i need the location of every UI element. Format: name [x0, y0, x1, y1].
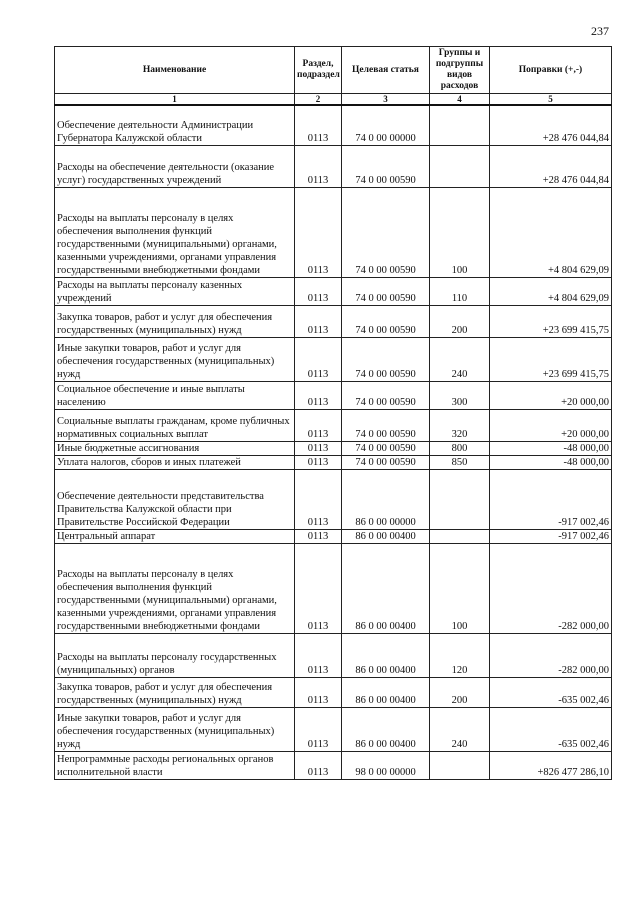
row-group	[430, 751, 490, 779]
header-section: Раздел, подраздел	[295, 47, 342, 94]
table-row	[55, 305, 612, 337]
row-amount: -282 000,00	[490, 543, 612, 633]
row-section: 0113	[295, 543, 342, 633]
row-section: 0113	[295, 469, 342, 529]
row-amount: -48 000,00	[490, 455, 612, 469]
row-group	[430, 105, 490, 145]
row-section: 0113	[295, 187, 342, 277]
row-group: 200	[430, 305, 490, 337]
row-name: Непрограммные расходы региональных органов исполнительной власти	[55, 751, 295, 779]
row-section: 0113	[295, 529, 342, 543]
row-group: 800	[430, 441, 490, 455]
budget-amendments-table	[54, 46, 612, 780]
page-number: 237	[591, 24, 609, 38]
row-amount: +20 000,00	[490, 381, 612, 409]
header-target: Целевая статья	[342, 47, 430, 94]
header-amendments: Поправки (+,-)	[490, 47, 612, 94]
row-section: 0113	[295, 707, 342, 751]
table-row	[55, 187, 612, 277]
row-section: 0113	[295, 455, 342, 469]
row-target: 74 0 00 00590	[342, 455, 430, 469]
row-name: Уплата налогов, сборов и иных платежей	[55, 455, 295, 469]
table-row	[55, 751, 612, 779]
row-name: Расходы на выплаты персоналу государственных (муниципальных) органов	[55, 633, 295, 677]
row-name: Закупка товаров, работ и услуг для обеспечения государственных (муниципальных) нужд	[55, 677, 295, 707]
column-number: 4	[430, 94, 490, 106]
row-amount: +23 699 415,75	[490, 305, 612, 337]
row-group	[430, 145, 490, 187]
row-name: Социальное обеспечение и иные выплаты населению	[55, 381, 295, 409]
row-group: 240	[430, 337, 490, 381]
table-row	[55, 469, 612, 529]
row-name: Расходы на выплаты персоналу в целях обеспечения выполнения функций государственными (муниципальными) органами, казенными учреждениями, органами управления государственными внебюджетными фондами	[55, 543, 295, 633]
row-group: 850	[430, 455, 490, 469]
row-section: 0113	[295, 337, 342, 381]
row-amount: -48 000,00	[490, 441, 612, 455]
row-section: 0113	[295, 381, 342, 409]
row-target: 74 0 00 00590	[342, 337, 430, 381]
row-name: Обеспечение деятельности Администрации Губернатора Калужской области	[55, 105, 295, 145]
row-target: 86 0 00 00400	[342, 543, 430, 633]
row-section: 0113	[295, 145, 342, 187]
row-name: Обеспечение деятельности представительства Правительства Калужской области при Правительстве Российской Федерации	[55, 469, 295, 529]
row-name: Закупка товаров, работ и услуг для обеспечения государственных (муниципальных) нужд	[55, 305, 295, 337]
row-name: Расходы на выплаты персоналу казенных учреждений	[55, 277, 295, 305]
row-amount: +23 699 415,75	[490, 337, 612, 381]
table-body	[55, 105, 612, 779]
row-target: 86 0 00 00400	[342, 633, 430, 677]
row-amount: +4 804 629,09	[490, 277, 612, 305]
row-amount: -635 002,46	[490, 677, 612, 707]
row-target: 74 0 00 00590	[342, 409, 430, 441]
row-amount: +28 476 044,84	[490, 145, 612, 187]
table-row	[55, 707, 612, 751]
table-header-row	[55, 47, 612, 94]
row-group: 110	[430, 277, 490, 305]
row-amount: +28 476 044,84	[490, 105, 612, 145]
row-amount: -635 002,46	[490, 707, 612, 751]
row-target: 86 0 00 00400	[342, 529, 430, 543]
row-group	[430, 529, 490, 543]
table-row	[55, 529, 612, 543]
header-name: Наименование	[55, 47, 295, 94]
table-row	[55, 543, 612, 633]
table-row	[55, 633, 612, 677]
table-row	[55, 337, 612, 381]
row-amount: -917 002,46	[490, 529, 612, 543]
row-section: 0113	[295, 751, 342, 779]
column-number: 5	[490, 94, 612, 106]
header-groups: Группы и подгруппы видов расходов	[430, 47, 490, 94]
row-target: 86 0 00 00400	[342, 677, 430, 707]
row-group: 240	[430, 707, 490, 751]
row-name: Расходы на обеспечение деятельности (оказание услуг) государственных учреждений	[55, 145, 295, 187]
table-row	[55, 677, 612, 707]
row-amount: -282 000,00	[490, 633, 612, 677]
row-target: 74 0 00 00590	[342, 381, 430, 409]
row-amount: +20 000,00	[490, 409, 612, 441]
table-row	[55, 145, 612, 187]
row-target: 74 0 00 00590	[342, 145, 430, 187]
table-row	[55, 441, 612, 455]
row-name: Иные бюджетные ассигнования	[55, 441, 295, 455]
column-number-row	[55, 94, 612, 106]
row-section: 0113	[295, 441, 342, 455]
row-section: 0113	[295, 677, 342, 707]
row-target: 86 0 00 00400	[342, 707, 430, 751]
row-name: Иные закупки товаров, работ и услуг для обеспечения государственных (муниципальных) нужд	[55, 337, 295, 381]
row-name: Иные закупки товаров, работ и услуг для обеспечения государственных (муниципальных) нужд	[55, 707, 295, 751]
row-group: 320	[430, 409, 490, 441]
row-target: 74 0 00 00000	[342, 105, 430, 145]
row-target: 86 0 00 00000	[342, 469, 430, 529]
row-target: 98 0 00 00000	[342, 751, 430, 779]
row-section: 0113	[295, 105, 342, 145]
table-row	[55, 409, 612, 441]
row-amount: +4 804 629,09	[490, 187, 612, 277]
table-row	[55, 455, 612, 469]
table-row	[55, 277, 612, 305]
row-target: 74 0 00 00590	[342, 305, 430, 337]
row-group: 100	[430, 543, 490, 633]
row-section: 0113	[295, 409, 342, 441]
column-number: 1	[55, 94, 295, 106]
row-section: 0113	[295, 305, 342, 337]
column-number: 2	[295, 94, 342, 106]
row-amount: -917 002,46	[490, 469, 612, 529]
table-row	[55, 105, 612, 145]
row-target: 74 0 00 00590	[342, 277, 430, 305]
row-name: Центральный аппарат	[55, 529, 295, 543]
row-name: Расходы на выплаты персоналу в целях обеспечения выполнения функций государственными (муниципальными) органами, казенными учреждениями, органами управления государственными внебюджетными фондами	[55, 187, 295, 277]
row-group: 300	[430, 381, 490, 409]
column-number: 3	[342, 94, 430, 106]
row-section: 0113	[295, 633, 342, 677]
row-group: 200	[430, 677, 490, 707]
row-group: 100	[430, 187, 490, 277]
row-group	[430, 469, 490, 529]
row-target: 74 0 00 00590	[342, 187, 430, 277]
row-group: 120	[430, 633, 490, 677]
row-section: 0113	[295, 277, 342, 305]
row-name: Социальные выплаты гражданам, кроме публичных нормативных социальных выплат	[55, 409, 295, 441]
table-row	[55, 381, 612, 409]
row-target: 74 0 00 00590	[342, 441, 430, 455]
row-amount: +826 477 286,10	[490, 751, 612, 779]
